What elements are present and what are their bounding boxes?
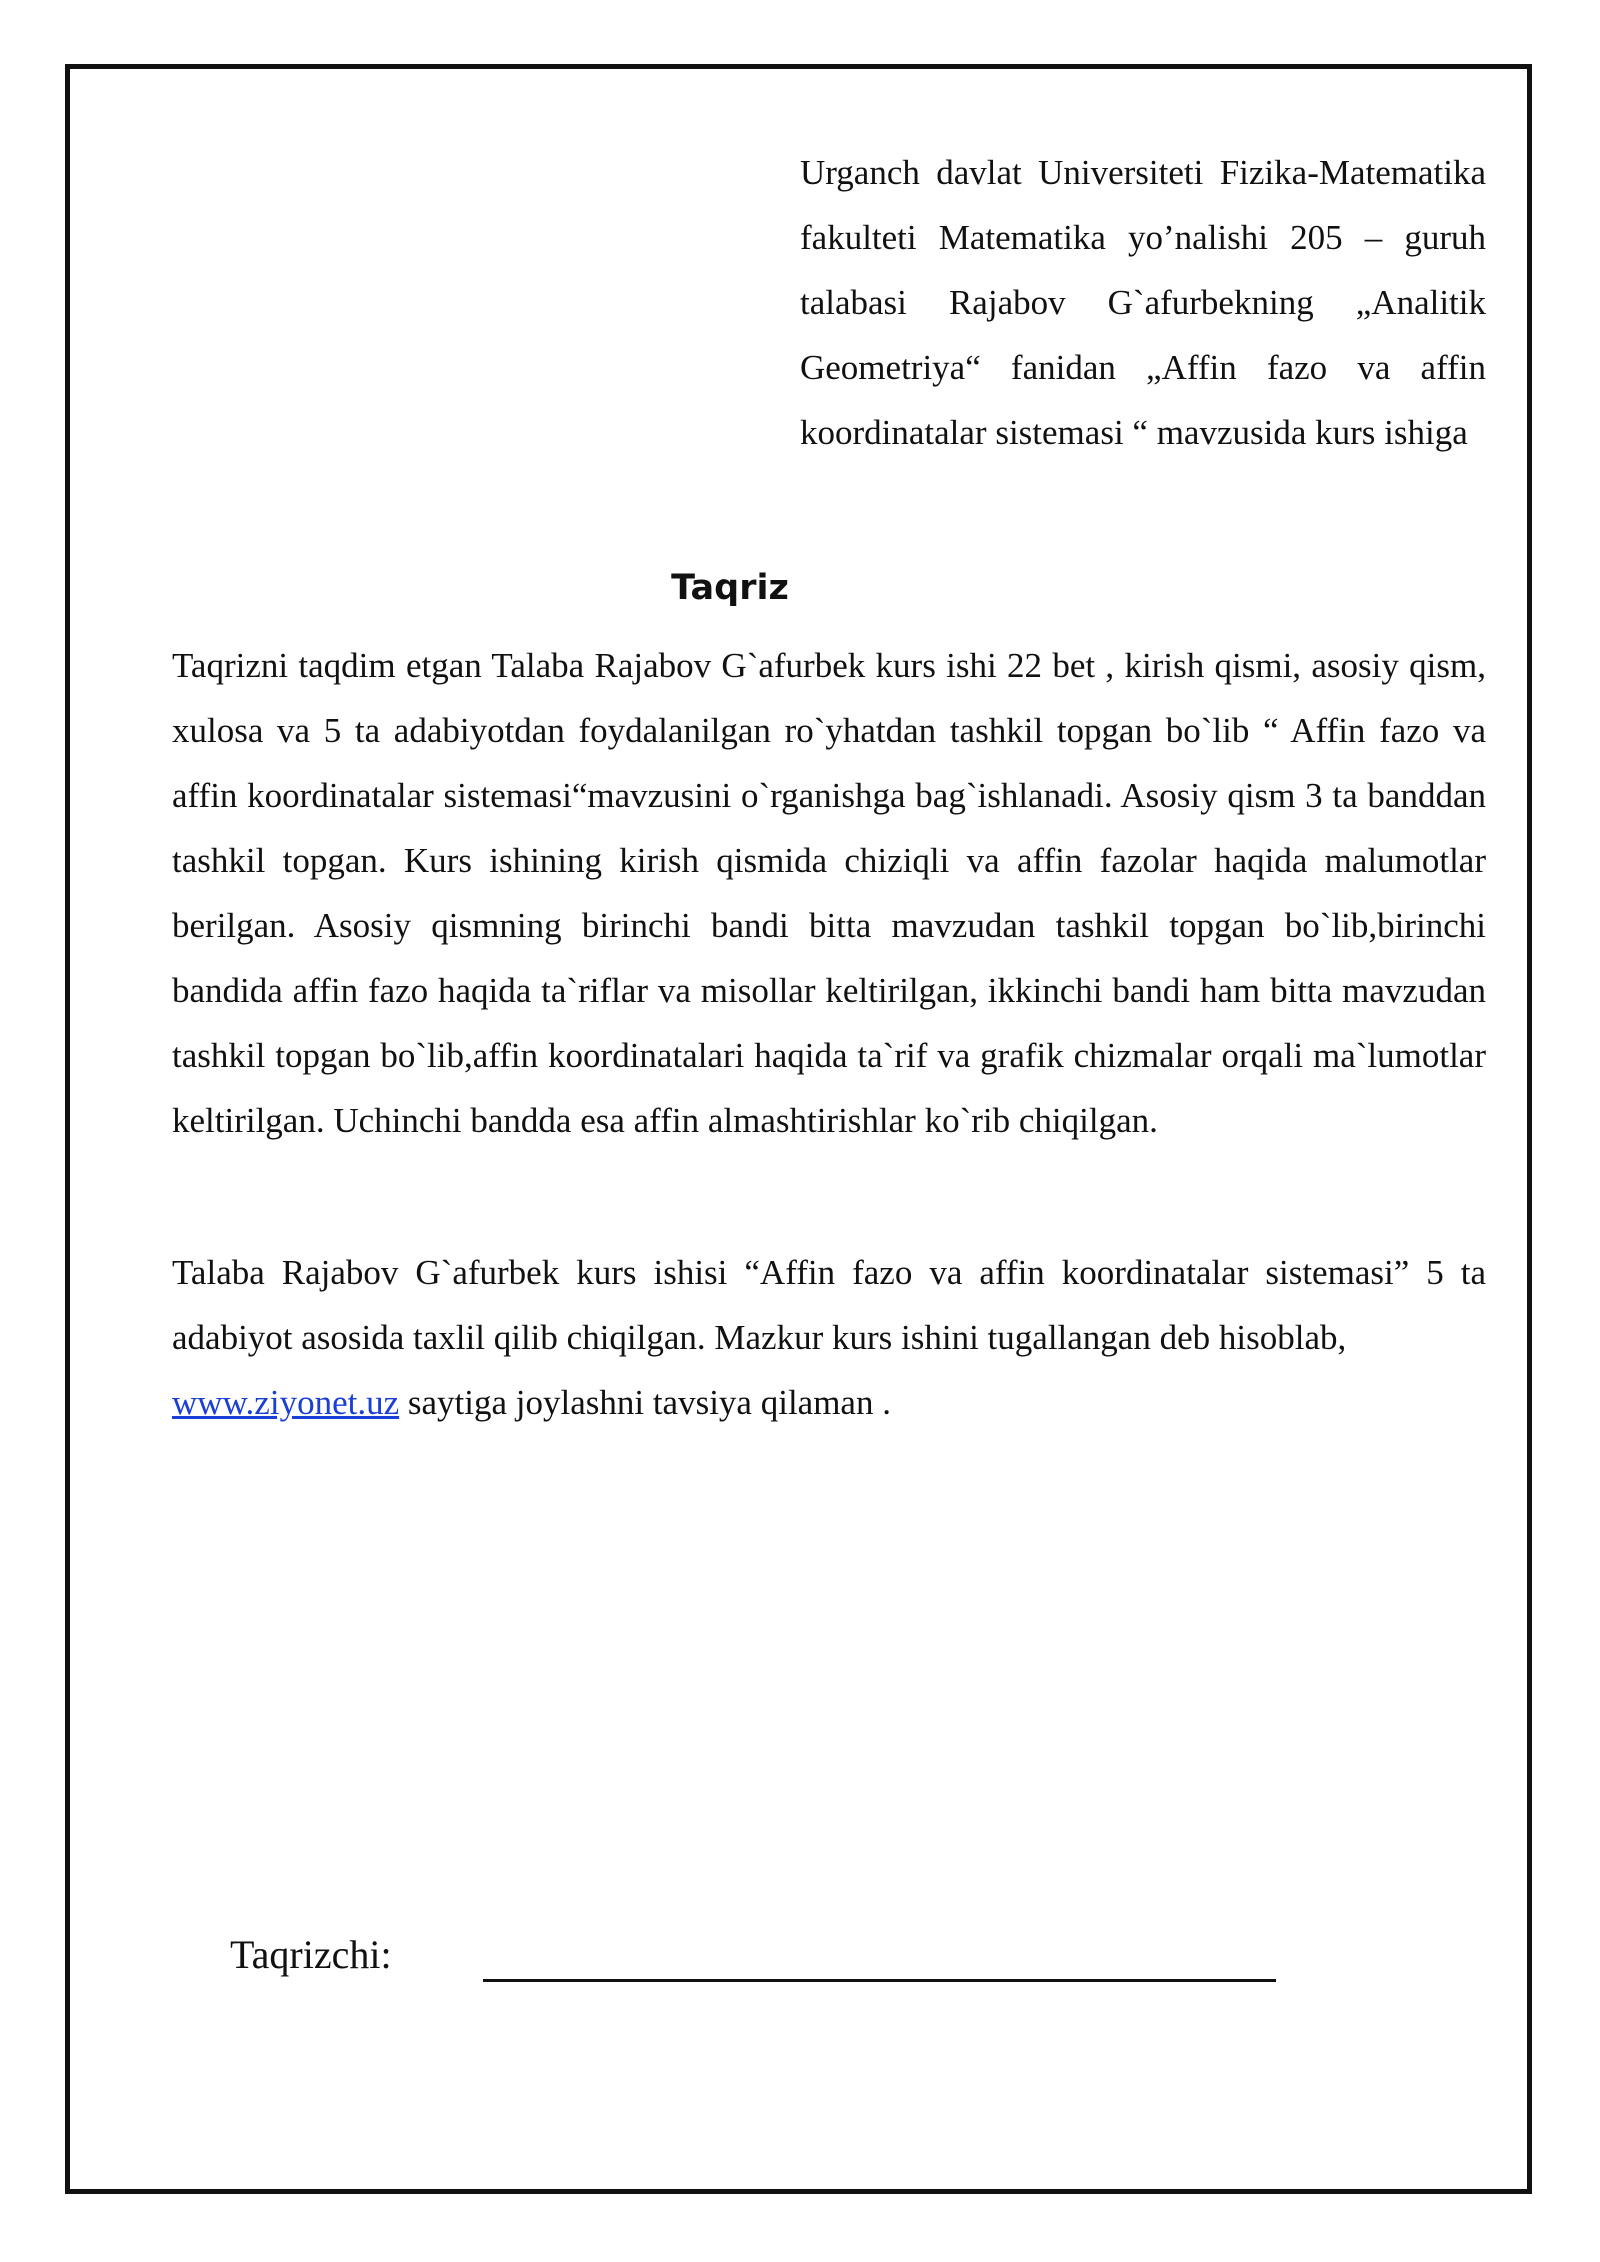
ziyonet-link[interactable]: www.ziyonet.uz — [172, 1383, 400, 1422]
document-title: Taqriz — [671, 568, 789, 608]
paragraph-2-text: Talaba Rajabov G`afurbek kurs ishisi “Affin fazo va affin koordinatalar sistemasi” 5 ta adabiyot asosida taxlil qilib chiqilgan. Mazkur kurs ishini tugallangan deb hisoblab, — [172, 1253, 1486, 1357]
signature-line — [483, 1979, 1276, 1982]
review-paragraph-1: Taqrizni taqdim etgan Talaba Rajabov G`afurbek kurs ishi 22 bet , kirish qismi, asosiy qism, xulosa va 5 ta adabiyotdan foydalanilgan ro`yhatdan tashkil topgan bo`lib “ Affin fazo va affin koordinatalar sistemasi“mavzusini o`rganishga bag`ishlanadi. Asosiy qism 3 ta banddan tashkil topgan. Kurs ishining kirish qismida chiziqli va affin fazolar haqida malumotlar berilgan. Asosiy qismning birinchi bandi bitta mavzudan tashkil topgan bo`lib,birinchi bandida affin fazo haqida ta`riflar va misollar keltirilgan, ikkinchi bandi ham bitta mavzudan tashkil topgan bo`lib,affin koordinatalari haqida ta`rif va grafik chizmalar orqali ma`lumotlar keltirilgan. Uchinchi bandda esa affin almashtirishlar ko`rib chiqilgan. — [172, 646, 1486, 1140]
review-paragraph-2 — [172, 1240, 1486, 1435]
signature-label: Taqrizchi: — [230, 1932, 392, 1977]
paragraph-2-end: saytiga joylashni tavsiya qilaman . — [399, 1383, 891, 1422]
signature-row — [230, 1925, 1330, 1985]
recipient-address-block: Urganch davlat Universiteti Fizika-Matematika fakulteti Matematika yo’nalishi 205 – guruh talabasi Rajabov G`afurbekning „Analitik Geometriya“ fanidan „Affin fazo va affin koordinatalar sistemasi “ mavzusida kurs ishiga — [800, 153, 1486, 452]
